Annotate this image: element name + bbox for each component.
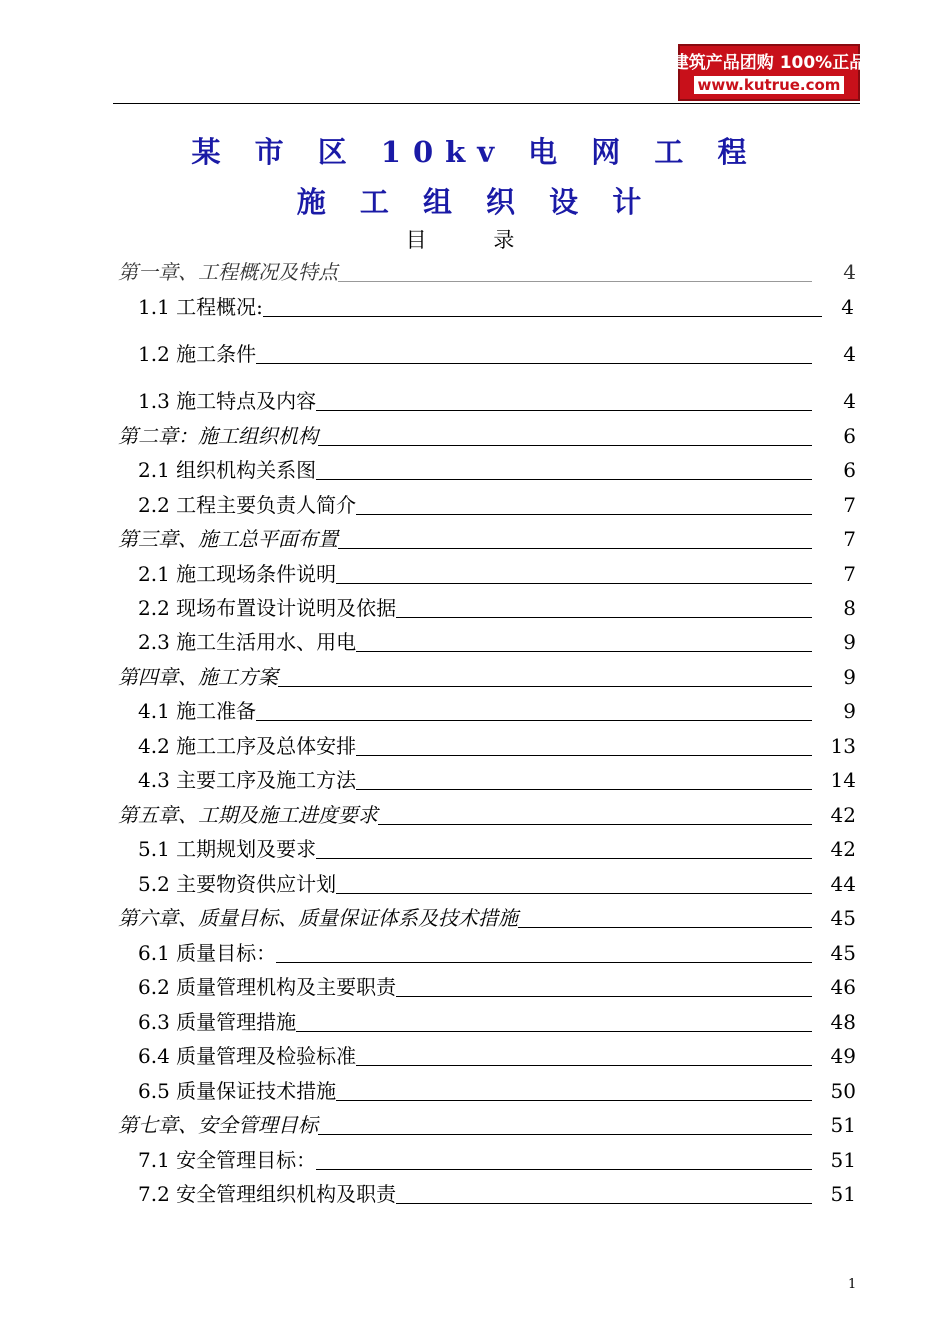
toc-entry-label: 5.2 主要物资供应计划 <box>138 872 337 896</box>
toc-entry-label: 第七章、安全管理目标 <box>118 1113 318 1137</box>
toc-heading: 目 录 <box>405 228 545 252</box>
toc-entry-label: 1.2 施工条件 <box>138 342 257 366</box>
toc-entry-label: 6.3 质量管理措施 <box>138 1010 297 1034</box>
toc-entry-label: 4.2 施工工序及总体安排 <box>138 734 357 758</box>
toc-section-row[interactable] <box>138 695 856 723</box>
toc-page-number: 51 <box>830 1113 856 1137</box>
toc-section-row[interactable] <box>138 868 856 896</box>
page-number: 1 <box>848 1277 857 1292</box>
toc-entry-label: 第三章、施工总平面布置 <box>118 527 338 551</box>
toc-page-number: 4 <box>841 295 854 319</box>
toc-leader-line <box>318 444 812 446</box>
toc-entry-label: 1.1 工程概况: <box>138 295 263 319</box>
toc-section-row[interactable] <box>138 558 856 586</box>
toc-leader-line <box>336 1099 812 1101</box>
toc-section-row[interactable] <box>138 489 856 517</box>
toc-page-number: 4 <box>843 389 856 413</box>
toc-page-number: 50 <box>830 1079 856 1103</box>
toc-page-number: 45 <box>830 941 856 965</box>
document-title: 某 市 区 10kv 电 网 工 程 <box>191 135 759 169</box>
toc-entry-label: 6.5 质量保证技术措施 <box>138 1079 337 1103</box>
toc-leader-line <box>356 754 812 756</box>
toc-section-row[interactable] <box>138 592 856 620</box>
toc-entry-label: 5.1 工期规划及要求 <box>138 837 317 861</box>
toc-leader-line <box>396 616 812 618</box>
toc-leader-line <box>356 513 812 515</box>
toc-entry-label: 6.4 质量管理及检验标准 <box>138 1044 357 1068</box>
toc-leader-line <box>256 362 812 364</box>
toc-section-row[interactable] <box>138 833 856 861</box>
toc-page-number: 51 <box>830 1148 856 1172</box>
toc-page-number: 42 <box>830 837 856 861</box>
toc-page-number: 42 <box>830 803 856 827</box>
toc-leader-line <box>316 409 812 411</box>
toc-leader-line <box>316 478 812 480</box>
toc-leader-line <box>336 582 812 584</box>
toc-chapter-row[interactable] <box>118 799 856 827</box>
toc-leader-line <box>518 926 812 928</box>
toc-chapter-row[interactable] <box>118 523 856 551</box>
toc-entry-label: 7.2 安全管理组织机构及职责 <box>138 1182 397 1206</box>
toc-entry-label: 2.3 施工生活用水、用电 <box>138 630 357 654</box>
toc-page-number: 9 <box>843 665 856 689</box>
toc-chapter-row[interactable] <box>118 1109 856 1137</box>
toc-entry-label: 6.1 质量目标： <box>138 941 277 965</box>
toc-leader-line <box>338 547 812 549</box>
toc-page-number: 45 <box>830 906 856 930</box>
toc-page-number: 9 <box>843 699 856 723</box>
toc-section-row[interactable] <box>138 291 854 319</box>
toc-leader-line <box>356 788 812 790</box>
toc-chapter-row[interactable] <box>118 902 856 930</box>
toc-entry-label: 第二章：施工组织机构 <box>118 424 318 448</box>
toc-section-row[interactable] <box>138 764 856 792</box>
toc-chapter-row[interactable] <box>118 661 856 689</box>
logo-text-line1: 建筑产品团购 100%正品 <box>671 52 867 73</box>
toc-section-row[interactable] <box>138 385 856 413</box>
toc-leader-line <box>318 1133 812 1135</box>
toc-entry-label: 6.2 质量管理机构及主要职责 <box>138 975 397 999</box>
toc-entry-label: 7.1 安全管理目标： <box>138 1148 317 1172</box>
toc-page-number: 7 <box>843 562 856 586</box>
toc-leader-line <box>396 995 812 997</box>
toc-entry-label: 2.2 工程主要负责人简介 <box>138 493 357 517</box>
toc-page-number: 48 <box>830 1010 856 1034</box>
toc-leader-line <box>338 280 812 282</box>
toc-section-row[interactable] <box>138 626 856 654</box>
toc-entry-label: 第五章、工期及施工进度要求 <box>118 803 378 827</box>
toc-section-row[interactable] <box>138 1006 856 1034</box>
toc-leader-line <box>356 1064 812 1066</box>
toc-leader-line <box>316 857 812 859</box>
toc-leader-line <box>263 315 822 317</box>
toc-leader-line <box>396 1202 812 1204</box>
toc-leader-line <box>276 961 812 963</box>
toc-entry-label: 2.1 组织机构关系图 <box>138 458 317 482</box>
toc-entry-label: 4.3 主要工序及施工方法 <box>138 768 357 792</box>
toc-entry-label: 4.1 施工准备 <box>138 699 257 723</box>
toc-page-number: 6 <box>843 458 856 482</box>
toc-section-row[interactable] <box>138 1178 856 1206</box>
toc-page-number: 6 <box>843 424 856 448</box>
toc-leader-line <box>336 892 812 894</box>
toc-page-number: 49 <box>830 1044 856 1068</box>
toc-entry-label: 第一章、工程概况及特点 <box>118 260 338 284</box>
toc-section-row[interactable] <box>138 971 856 999</box>
toc-section-row[interactable] <box>138 454 856 482</box>
toc-page-number: 4 <box>843 342 856 366</box>
toc-page-number: 4 <box>843 260 856 284</box>
toc-section-row[interactable] <box>138 338 856 366</box>
toc-section-row[interactable] <box>138 1040 856 1068</box>
toc-chapter-row[interactable] <box>118 256 856 284</box>
toc-entry-label: 第四章、施工方案 <box>118 665 278 689</box>
toc-chapter-row[interactable] <box>118 420 856 448</box>
toc-leader-line <box>378 823 812 825</box>
toc-entry-label: 2.2 现场布置设计说明及依据 <box>138 596 397 620</box>
toc-entry-label: 1.3 施工特点及内容 <box>138 389 317 413</box>
toc-page-number: 46 <box>830 975 856 999</box>
toc-page-number: 14 <box>830 768 856 792</box>
toc-section-row[interactable] <box>138 1144 856 1172</box>
toc-page-number: 44 <box>830 872 856 896</box>
toc-leader-line <box>356 650 812 652</box>
toc-page-number: 9 <box>843 630 856 654</box>
toc-section-row[interactable] <box>138 730 856 758</box>
toc-entry-label: 2.1 施工现场条件说明 <box>138 562 337 586</box>
logo-text-line2: www.kutrue.com <box>694 76 845 94</box>
toc-page-number: 51 <box>830 1182 856 1206</box>
toc-page-number: 13 <box>830 734 856 758</box>
toc-leader-line <box>278 685 812 687</box>
toc-leader-line <box>296 1030 812 1032</box>
toc-page-number: 8 <box>843 596 856 620</box>
document-subtitle: 施 工 组 织 设 计 <box>296 185 654 219</box>
toc-entry-label: 第六章、质量目标、质量保证体系及技术措施 <box>118 906 518 930</box>
toc-section-row[interactable] <box>138 1075 856 1103</box>
toc-section-row[interactable] <box>138 937 856 965</box>
toc-leader-line <box>256 719 812 721</box>
toc-page-number: 7 <box>843 527 856 551</box>
toc-page-number: 7 <box>843 493 856 517</box>
toc-leader-line <box>316 1168 812 1170</box>
